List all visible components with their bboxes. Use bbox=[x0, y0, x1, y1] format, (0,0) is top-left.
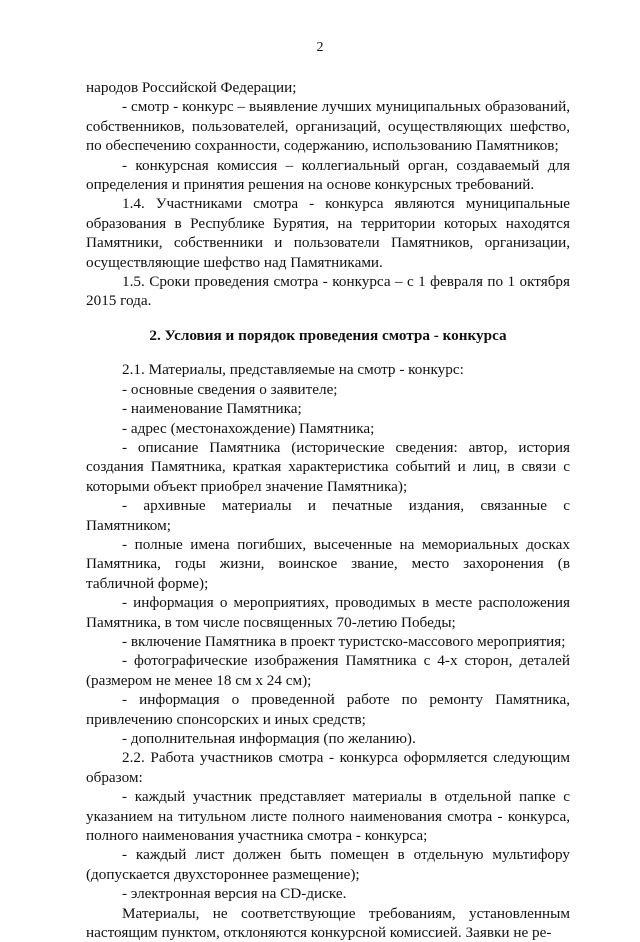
section-2-heading: 2. Условия и порядок проведения смотра - конкурса bbox=[149, 326, 507, 344]
paragraph: - информация о проведенной работе по ремонту Памятника, привлечению спонсорских и иных средств; bbox=[86, 691, 570, 728]
paragraph: - полные имена погибших, высеченные на мемориальных досках Памятника, годы жизни, воинское звание, место захоронения (в табличной форме); bbox=[86, 535, 570, 592]
section-2-body bbox=[86, 360, 570, 942]
paragraph: - архивные материалы и печатные издания, связанные с Памятником; bbox=[86, 497, 570, 534]
paragraph: - адрес (местонахождение) Памятника; bbox=[122, 419, 375, 437]
section-1-continuation bbox=[86, 78, 570, 311]
paragraph: 1.4. Участниками смотра - конкурса являются муниципальные образования в Республике Бурятия, на территории которых находятся Памятники, собственники и пользователи Памятников, организации, осуществляющие шефство над Памятниками. bbox=[86, 195, 570, 271]
paragraph: - каждый лист должен быть помещен в отдельную мультифору (допускается двухстороннее размещение); bbox=[86, 846, 570, 883]
paragraph: Материалы, не соответствующие требованиям, установленным настоящим пунктом, отклоняются конкурсной комиссией. Заявки не ре- bbox=[86, 904, 570, 942]
paragraph: 2.2. Работа участников смотра - конкурса оформляется следующим образом: bbox=[86, 749, 570, 786]
document-body bbox=[86, 78, 570, 942]
paragraph: - электронная версия на CD-диске. bbox=[122, 885, 347, 903]
paragraph: - наименование Памятника; bbox=[122, 400, 302, 418]
paragraph: 2.1. Материалы, представляемые на смотр - конкурс: bbox=[122, 361, 464, 379]
paragraph: - описание Памятника (исторические сведения: автор, история создания Памятника, краткая характеристика событий и лиц, в связи с которыми объект приобрел значение Памятника); bbox=[86, 438, 570, 495]
paragraph: - включение Памятника в проект туристско-массового мероприятия; bbox=[122, 632, 566, 650]
paragraph: - информация о мероприятиях, проводимых в месте расположения Памятника, в том числе посвященных 70-летию Победы; bbox=[86, 594, 570, 631]
paragraph: народов Российской Федерации; bbox=[86, 79, 297, 96]
paragraph: - каждый участник представляет материалы в отдельной папке с указанием на титульном листе полного наименования смотра - конкурса, полного наименования участника смотра - конкурса; bbox=[86, 788, 570, 845]
paragraph: - дополнительная информация (по желанию). bbox=[122, 730, 416, 747]
paragraph: - фотографические изображения Памятника с 4-х сторон, деталей (размером не менее 18 см х 24 см); bbox=[86, 652, 570, 689]
paragraph: - основные сведения о заявителе; bbox=[122, 380, 338, 398]
page-number: 2 bbox=[316, 40, 324, 55]
paragraph: - конкурсная комиссия – коллегиальный орган, создаваемый для определения и принятия решения на основе конкурсных требований. bbox=[86, 156, 570, 194]
paragraph: 1.5. Сроки проведения смотра - конкурса – с 1 февраля по 1 октября 2015 года. bbox=[86, 273, 570, 310]
paragraph: - смотр - конкурс – выявление лучших муниципальных образований, собственников, пользователей, организаций, осуществляющих шефство, по обеспечению сохранности, содержанию, использованию Памятников; bbox=[86, 98, 570, 155]
